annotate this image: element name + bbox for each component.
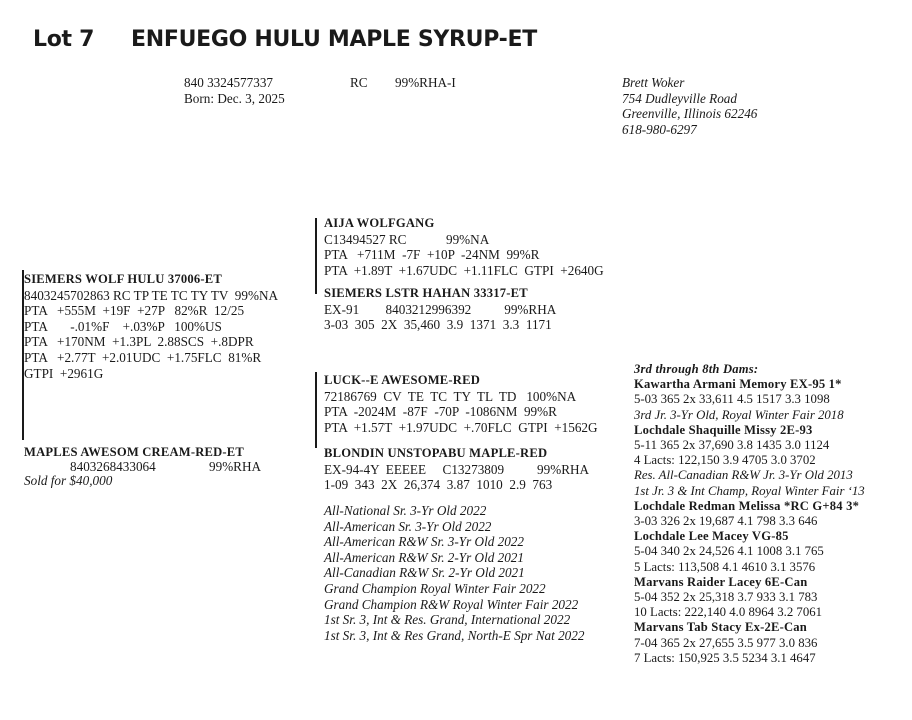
- sire-line: PTA +2.77T +2.01UDC +1.75FLC 81%R: [24, 349, 262, 365]
- dam-dam-line: EX-94-4Y EEEEE C13273809 99%RHA: [324, 461, 590, 477]
- animal-code: RC: [350, 75, 368, 90]
- animal-name: ENFUEGO HULU MAPLE SYRUP-ET: [131, 27, 537, 52]
- dam-entry-line: 10 Lacts: 222,140 4.0 8964 3.2 7061: [634, 605, 823, 620]
- dam-sire-line: PTA +1.57T +1.97UDC +.70FLC GTPI +1562G: [324, 419, 598, 435]
- dam-entry-name: Lochdale Redman Melissa *RC G+84 3*: [634, 498, 860, 513]
- animal-rha: 99%RHA-I: [395, 75, 456, 90]
- sire-line: PTA +170NM +1.3PL 2.88SCS +.8DPR: [24, 334, 254, 350]
- sire-line: 8403245702863 RC TP TE TC TY TV 99%NA: [24, 287, 279, 303]
- dam-entry-line: 5-04 340 2x 24,526 4.1 1008 3.1 765: [634, 544, 824, 559]
- dam-sire-line: 72186769 CV TE TC TY TL TD 100%NA: [324, 388, 577, 404]
- dam-sire-block: [324, 373, 598, 435]
- consignor-address: 754 Dudleyville Road: [622, 90, 737, 106]
- dam-entry-name: Lochdale Shaquille Missy 2E-93: [634, 422, 813, 437]
- dam-dam-block: [324, 446, 589, 493]
- animal-born: Born: Dec. 3, 2025: [184, 91, 285, 106]
- dam-entry-line: 5-04 352 2x 25,318 3.7 933 3.1 783: [634, 590, 818, 605]
- dam-side-connector: [315, 372, 317, 448]
- dam-entry-name: Marvans Tab Stacy Ex-2E-Can: [634, 620, 807, 635]
- dam-entry-line: 3-03 326 2x 19,687 4.1 798 3.3 646: [634, 514, 818, 529]
- honor-item: Grand Champion Royal Winter Fair 2022: [324, 580, 546, 596]
- dam-sire-line: PTA -2024M -87F -70P -1086NM 99%R: [324, 404, 557, 420]
- sire-name: SIEMERS WOLF HULU 37006-ET: [24, 272, 222, 286]
- honor-item: All-National Sr. 3-Yr Old 2022: [324, 503, 487, 518]
- sire-dam-line: EX-91 8403212996392 99%RHA: [324, 301, 557, 317]
- dam-entry-line: 5 Lacts: 113,508 4.1 4610 3.1 3576: [634, 559, 816, 574]
- dam-entry-line: 7-04 365 2x 27,655 3.5 977 3.0 836: [634, 635, 818, 650]
- dam-dam-line: 1-09 343 2X 26,374 3.87 1010 2.9 763: [324, 477, 553, 493]
- dam-name: MAPLES AWESOM CREAM-RED-ET: [24, 445, 245, 459]
- sire-dam-name: SIEMERS LSTR HAHAN 33317-ET: [324, 286, 528, 300]
- consignor-city: Greenville, Illinois 62246: [622, 106, 758, 122]
- sire-block: [24, 272, 278, 381]
- honor-item: 1st Sr. 3, Int & Res Grand, North-E Spr Nat 2022: [324, 627, 585, 643]
- lot-number: Lot 7: [33, 27, 95, 52]
- dam-entry-name: Marvans Raider Lacey 6E-Can: [634, 574, 808, 589]
- honor-item: All-American Sr. 3-Yr Old 2022: [324, 518, 492, 534]
- animal-registration: 840 3324577337: [184, 75, 274, 90]
- sire-dam-line: 3-03 305 2X 35,460 3.9 1371 3.3 1171: [324, 317, 552, 333]
- sire-sire-line: C13494527 RC 99%NA: [324, 231, 490, 247]
- dams-section: [634, 362, 865, 666]
- honor-item: All-American R&W Sr. 2-Yr Old 2021: [324, 549, 524, 565]
- dam-sale-price: Sold for $40,000: [24, 473, 113, 488]
- consignor-phone: 618-980-6297: [622, 121, 697, 137]
- dam-sire-name: LUCK--E AWESOME-RED: [324, 373, 480, 387]
- dam-entry-line: 5-11 365 2x 37,690 3.8 1435 3.0 1124: [634, 438, 830, 453]
- consignor-name: Brett Woker: [622, 75, 685, 90]
- sire-sire-name: AIJA WOLFGANG: [324, 216, 435, 230]
- dam-entry-name: Lochdale Lee Macey VG-85: [634, 529, 789, 544]
- sire-side-connector: [315, 218, 317, 294]
- honor-item: All-American R&W Sr. 3-Yr Old 2022: [324, 534, 524, 550]
- honor-item: 1st Sr. 3, Int & Res. Grand, International 2022: [324, 612, 571, 628]
- dam-registration: 8403268433064: [70, 459, 156, 474]
- sire-line: PTA +555M +19F +27P 82%R 12/25: [24, 303, 245, 319]
- sire-sire-line: PTA +711M -7F +10P -24NM 99%R: [324, 247, 540, 263]
- dam-entry-name: Kawartha Armani Memory EX-95 1*: [634, 377, 842, 392]
- dam-entry-line: 5-03 365 2x 33,611 4.5 1517 3.3 1098: [634, 392, 830, 407]
- sire-dam-block: [324, 286, 556, 333]
- honor-item: Grand Champion R&W Royal Winter Fair 2022: [324, 596, 579, 612]
- dam-rha: 99%RHA: [209, 459, 262, 474]
- dam-entry-line: 7 Lacts: 150,925 3.5 5234 3.1 4647: [634, 650, 816, 665]
- honors-list: [324, 503, 584, 643]
- honor-item: All-Canadian R&W Sr. 2-Yr Old 2021: [324, 565, 525, 581]
- dam-dam-name: BLONDIN UNSTOPABU MAPLE-RED: [324, 446, 548, 460]
- dams-section-title: 3rd through 8th Dams:: [634, 362, 759, 376]
- dam-entry-note: 1st Jr. 3 & Int Champ, Royal Winter Fair ‘13: [634, 483, 865, 498]
- sire-sire-block: [324, 216, 604, 278]
- dam-entry-note: Res. All-Canadian R&W Jr. 3-Yr Old 2013: [634, 468, 853, 483]
- dam-entry-line: 4 Lacts: 122,150 3.9 4705 3.0 3702: [634, 453, 816, 468]
- sire-sire-line: PTA +1.89T +1.67UDC +1.11FLC GTPI +2640G: [324, 262, 604, 278]
- sire-line: GTPI +2961G: [24, 365, 104, 381]
- dam-entry-note: 3rd Jr. 3-Yr Old, Royal Winter Fair 2018: [634, 407, 844, 422]
- consignor-block: [622, 75, 757, 137]
- sire-line: PTA -.01%F +.03%P 100%US: [24, 318, 222, 334]
